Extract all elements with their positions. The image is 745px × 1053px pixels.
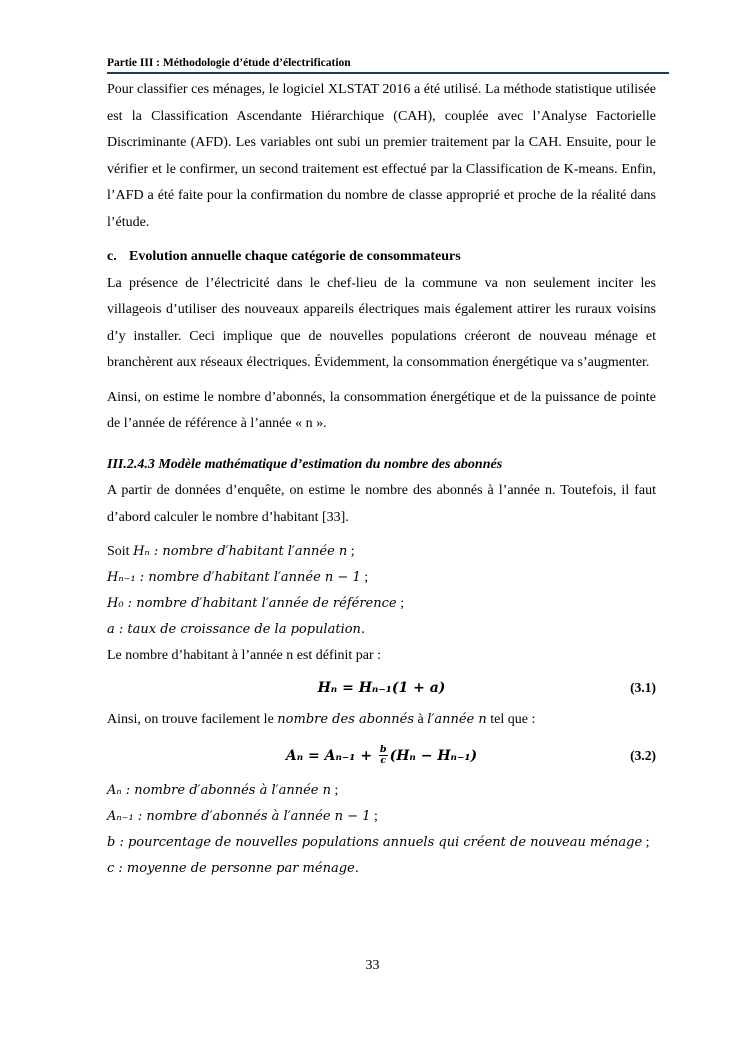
subsection-paragraph-1: La présence de l’électricité dans le chef-lieu de la commune va non seulement inciter les villageois d’utiliser des nouveaux appareils électriques mais également attirer les ruraux voisins d’y installer. Ceci implique que de nouvelles populations créeront de nouveau ménage et branchèrent aux réseaux électriques. Évidemment, la consommation énergétique va s’augmenter. <box>107 275 656 370</box>
section-paragraph: A partir de données d’enquête, on estime le nombre des abonnés à l’année n. Toutefois, il faut d’abord calculer le nombre d’habitant [33]. <box>107 483 656 525</box>
def-a-n-1: Aₙ₋₁ : nombre d′abonnés à l′année n − 1 ; <box>107 808 378 824</box>
definitions-habitants <box>107 539 656 669</box>
page-number: 33 <box>365 958 380 973</box>
subsection-paragraph-2: Ainsi, on estime le nombre d’abonnés, la consommation énergétique et de la puissance de pointe de l’année de référence à l’année « n ». <box>107 389 656 431</box>
equation-3-1-number: (3.1) <box>630 680 656 695</box>
fraction-b-over-c: $\frac{b}{c}$ <box>379 744 387 766</box>
equation-3-1 <box>107 671 656 705</box>
def-h-0: H₀ : nombre d′habitant l′année de référence ; <box>107 596 404 611</box>
def-a-n: Aₙ : nombre d′abonnés à l′année n ; <box>107 782 339 798</box>
definitions-abonnes <box>107 778 656 882</box>
equation-3-2-number: (3.2) <box>630 747 656 763</box>
subsection-heading <box>107 244 656 271</box>
defined-by-text: Le nombre d’habitant à l’année n est définit par : <box>107 648 382 663</box>
def-h-n-1: Hₙ₋₁ : nombre d′habitant l′année n − 1 ; <box>107 570 369 585</box>
def-c: c : moyenne de personne par ménage. <box>107 860 359 876</box>
running-header: Partie III : Méthodologie d’étude d’électrification <box>107 57 669 74</box>
def-h-n: Soit Hₙ : nombre d′habitant l′année n ; <box>107 544 355 559</box>
subscriber-intro: Ainsi, on trouve facilement le nombre des abonnés à l′année n tel que : <box>107 712 536 727</box>
section-heading: III.2.4.3 Modèle mathématique d’estimation du nombre des abonnés <box>107 456 503 472</box>
subsection-index: c. <box>107 249 117 264</box>
equation-3-2 <box>107 736 656 776</box>
equation-3-1-formula: Hₙ = Hₙ₋₁(1 + a) <box>317 680 446 696</box>
def-b: b : pourcentage de nouvelles populations annuels qui créent de nouveau ménage ; <box>107 834 650 850</box>
page-body <box>107 77 656 882</box>
equation-3-2-formula: Aₙ = Aₙ₋₁ + $\frac{b}{c}$ (Hₙ − Hₙ₋₁) <box>285 744 478 766</box>
def-a: a : taux de croissance de la population. <box>107 622 366 637</box>
intro-paragraph: Pour classifier ces ménages, le logiciel XLSTAT 2016 a été utilisé. La méthode statistique utilisée est la Classification Ascendante Hiérarchique (CAH), couplée avec l’Analyse Factorielle Discriminante (AFD). Les variables ont subi un premier traitement par la CAH. Ensuite, pour le vérifier et le confirmer, un second traitement est effectué par la Classification de K-means. Enfin, l’AFD a été faite pour la confirmation du nombre de classe approprié et proche de la réalité dans l’étude. <box>107 82 656 230</box>
subsection-title: Evolution annuelle chaque catégorie de consommateurs <box>129 249 461 264</box>
